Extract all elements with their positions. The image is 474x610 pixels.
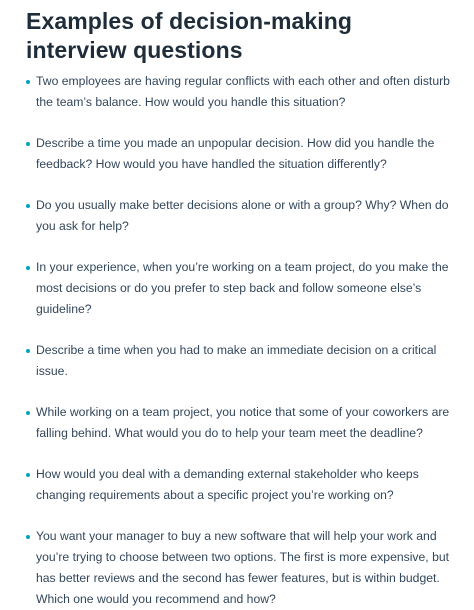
list-item	[26, 257, 458, 320]
question-text: Do you usually make better decisions alone or with a group? Why? When do you ask for help?	[36, 198, 449, 233]
question-text: Describe a time you made an unpopular decision. How did you handle the feedback? How would you have handled the situation differently?	[36, 136, 435, 171]
bullet-icon	[26, 204, 30, 208]
question-text: Two employees are having regular conflicts with each other and often disturb the team’s balance. How would you handle this situation?	[36, 74, 450, 109]
bullet-icon	[26, 349, 30, 353]
list-item	[26, 71, 458, 113]
list-item	[26, 464, 458, 506]
bullet-icon	[26, 142, 30, 146]
bullet-icon	[26, 473, 30, 477]
question-list	[26, 71, 458, 610]
question-text: While working on a team project, you notice that some of your coworkers are falling behind. What would you do to help your team meet the deadline?	[36, 405, 450, 440]
question-text: How would you deal with a demanding external stakeholder who keeps changing requirements about a specific project you’re working on?	[36, 467, 419, 502]
list-item	[26, 526, 458, 610]
question-text: Describe a time when you had to make an immediate decision on a critical issue.	[36, 343, 437, 378]
page-title: Examples of decision-making interview questions	[26, 8, 353, 63]
bullet-icon	[26, 80, 30, 84]
bullet-icon	[26, 535, 30, 539]
list-item	[26, 195, 458, 237]
list-item	[26, 402, 458, 444]
bullet-icon	[26, 411, 30, 415]
list-item	[26, 340, 458, 382]
bullet-icon	[26, 266, 30, 270]
question-text: In your experience, when you’re working on a team project, do you make the most decisions or do you prefer to step back and follow someone else’s guideline?	[36, 260, 449, 316]
list-item	[26, 133, 458, 175]
question-text: You want your manager to buy a new software that will help your work and you’re trying to choose between two options. The first is more expensive, but has better reviews and the second has fewer features, but is within budget. Which one would you recommend and how?	[36, 529, 450, 606]
